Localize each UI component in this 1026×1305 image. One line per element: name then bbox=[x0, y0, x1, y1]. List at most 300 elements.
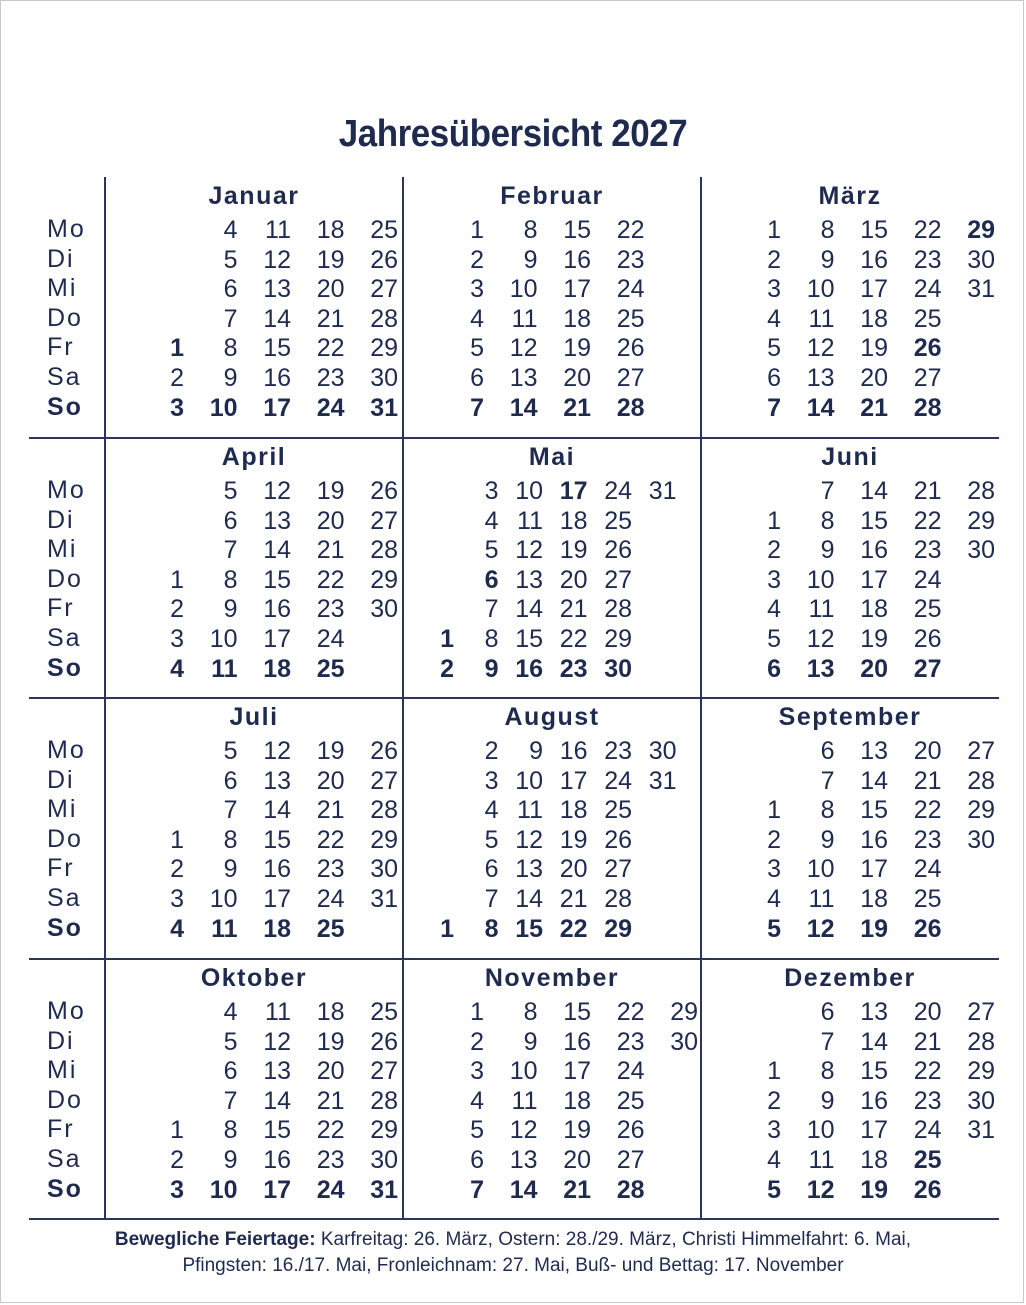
day-cell: 6 bbox=[223, 1057, 238, 1086]
weekday-label: So bbox=[47, 653, 83, 682]
day-cell: 19 bbox=[559, 825, 588, 854]
day-cell: 31 bbox=[648, 477, 677, 505]
day-cell: 6 bbox=[484, 855, 499, 884]
day-cell: 1 bbox=[170, 825, 184, 854]
day-cell: 13 bbox=[860, 998, 888, 1026]
day-cell: 17 bbox=[563, 275, 591, 304]
day-cell: 4 bbox=[767, 595, 781, 624]
day-cell: 21 bbox=[559, 595, 588, 624]
day-cell: 26 bbox=[913, 625, 942, 653]
day-cell: 27 bbox=[913, 654, 942, 683]
day-cell: 26 bbox=[913, 334, 942, 363]
day-cell: 27 bbox=[913, 364, 942, 392]
day-cell: 8 bbox=[820, 1057, 835, 1086]
day-cell: 13 bbox=[263, 1057, 291, 1086]
weekday-label: Di bbox=[47, 765, 75, 794]
day-cell: 15 bbox=[860, 1057, 888, 1086]
month-name: November bbox=[484, 964, 620, 992]
month-name: Juli bbox=[229, 703, 279, 731]
day-cell: 10 bbox=[509, 1057, 538, 1086]
day-cell: 16 bbox=[860, 536, 888, 565]
day-cell: 15 bbox=[563, 998, 591, 1026]
day-cell: 4 bbox=[170, 914, 184, 943]
day-cell: 22 bbox=[913, 506, 942, 535]
day-cell: 19 bbox=[563, 334, 591, 363]
day-cell: 7 bbox=[223, 536, 238, 565]
day-cell: 28 bbox=[967, 477, 995, 505]
day-cell: 17 bbox=[563, 1057, 591, 1086]
weekday-label: Sa bbox=[47, 363, 82, 391]
day-cell: 26 bbox=[913, 914, 942, 943]
day-cell: 11 bbox=[517, 506, 543, 535]
day-cell: 25 bbox=[913, 304, 942, 333]
day-cell: 3 bbox=[170, 1175, 184, 1204]
day-cell: 4 bbox=[470, 304, 484, 333]
day-cell: 30 bbox=[370, 364, 398, 392]
weekday-label: Mo bbox=[47, 997, 86, 1025]
day-cell: 1 bbox=[440, 914, 454, 943]
day-cell: 25 bbox=[604, 796, 632, 825]
day-cell: 2 bbox=[767, 1086, 781, 1115]
day-cell: 17 bbox=[860, 275, 888, 304]
day-cell: 10 bbox=[209, 625, 238, 653]
day-cell: 10 bbox=[209, 393, 238, 422]
day-cell: 8 bbox=[523, 998, 538, 1026]
day-cell: 18 bbox=[263, 914, 291, 943]
day-cell: 18 bbox=[860, 304, 888, 333]
day-cell: 28 bbox=[967, 766, 995, 795]
day-cell: 30 bbox=[670, 1027, 698, 1056]
day-cell: 26 bbox=[913, 1175, 942, 1204]
page-title: Jahresübersicht 2027 bbox=[338, 113, 688, 155]
day-cell: 5 bbox=[223, 477, 238, 505]
weekday-label: Fr bbox=[47, 333, 75, 362]
weekday-label: Do bbox=[47, 1085, 83, 1114]
day-cell: 15 bbox=[263, 565, 291, 594]
day-cell: 19 bbox=[316, 245, 345, 274]
day-cell: 3 bbox=[767, 275, 781, 304]
day-cell: 21 bbox=[559, 885, 588, 913]
day-cell: 27 bbox=[370, 275, 398, 304]
day-cell: 17 bbox=[263, 885, 291, 913]
day-cell: 4 bbox=[170, 654, 184, 683]
day-cell: 11 bbox=[808, 885, 835, 913]
day-cell: 16 bbox=[263, 855, 291, 884]
day-cell: 1 bbox=[767, 1057, 781, 1086]
day-cell: 12 bbox=[263, 737, 291, 765]
day-cell: 24 bbox=[913, 565, 942, 594]
day-cell: 6 bbox=[223, 766, 238, 795]
day-cell: 1 bbox=[170, 565, 184, 594]
day-cell: 22 bbox=[616, 216, 645, 244]
day-cell: 5 bbox=[223, 245, 238, 274]
day-cell: 5 bbox=[767, 625, 781, 653]
day-cell: 21 bbox=[913, 766, 942, 795]
day-cell: 7 bbox=[223, 796, 238, 825]
day-cell: 16 bbox=[860, 245, 888, 274]
day-cell: 12 bbox=[806, 334, 835, 363]
day-cell: 4 bbox=[767, 885, 781, 913]
day-cell: 8 bbox=[820, 216, 835, 244]
day-cell: 9 bbox=[223, 595, 238, 624]
day-cell: 7 bbox=[820, 477, 835, 505]
day-cell: 15 bbox=[263, 334, 291, 363]
day-cell: 4 bbox=[484, 506, 499, 535]
day-cell: 16 bbox=[563, 1027, 591, 1056]
day-cell: 15 bbox=[515, 914, 543, 943]
month-name: Juni bbox=[821, 443, 879, 471]
day-cell: 11 bbox=[511, 1086, 538, 1115]
weekday-label: Sa bbox=[47, 884, 82, 912]
day-cell: 24 bbox=[316, 885, 345, 913]
day-cell: 17 bbox=[860, 855, 888, 884]
day-cell: 3 bbox=[170, 393, 184, 422]
day-cell: 16 bbox=[515, 654, 543, 683]
weekday-label: Mi bbox=[47, 274, 78, 303]
day-cell: 27 bbox=[370, 766, 398, 795]
day-cell: 1 bbox=[170, 1116, 184, 1145]
day-cell: 20 bbox=[316, 1057, 345, 1086]
movable-holidays-line2: Pfingsten: 16./17. Mai, Fronleichnam: 27. Mai, Buß- und Bettag: 17. November bbox=[182, 1255, 844, 1276]
day-cell: 10 bbox=[209, 1175, 238, 1204]
weekday-label: Mi bbox=[47, 1056, 78, 1085]
day-cell: 21 bbox=[913, 477, 942, 505]
day-cell: 26 bbox=[604, 825, 632, 854]
day-cell: 27 bbox=[616, 1146, 645, 1174]
day-cell: 2 bbox=[170, 855, 184, 884]
day-cell: 23 bbox=[604, 737, 632, 765]
day-cell: 30 bbox=[370, 1146, 398, 1174]
weekday-label: So bbox=[47, 913, 83, 942]
weekday-label: Do bbox=[47, 303, 83, 332]
weekday-label: Mo bbox=[47, 476, 86, 504]
day-cell: 27 bbox=[967, 737, 995, 765]
day-cell: 18 bbox=[860, 1146, 888, 1174]
day-cell: 5 bbox=[223, 1027, 238, 1056]
weekday-label: Do bbox=[47, 564, 83, 593]
day-cell: 22 bbox=[316, 334, 345, 363]
day-cell: 1 bbox=[170, 334, 184, 363]
day-cell: 6 bbox=[223, 506, 238, 535]
day-cell: 21 bbox=[563, 1175, 591, 1204]
day-cell: 21 bbox=[860, 393, 888, 422]
day-cell: 29 bbox=[370, 825, 398, 854]
day-cell: 10 bbox=[515, 477, 543, 505]
weekday-label: Mo bbox=[47, 736, 86, 764]
day-cell: 14 bbox=[509, 393, 538, 422]
day-cell: 28 bbox=[913, 393, 942, 422]
day-cell: 16 bbox=[263, 595, 291, 624]
day-cell: 17 bbox=[559, 766, 588, 795]
day-cell: 7 bbox=[767, 393, 781, 422]
weekday-label: Sa bbox=[47, 624, 82, 652]
day-cell: 27 bbox=[604, 565, 632, 594]
day-cell: 10 bbox=[509, 275, 538, 304]
day-cell: 9 bbox=[523, 245, 538, 274]
day-cell: 25 bbox=[913, 885, 942, 913]
day-cell: 18 bbox=[860, 885, 888, 913]
day-cell: 9 bbox=[223, 855, 238, 884]
day-cell: 12 bbox=[263, 245, 291, 274]
day-cell: 11 bbox=[511, 304, 538, 333]
day-cell: 6 bbox=[470, 1146, 484, 1174]
day-cell: 20 bbox=[860, 654, 888, 683]
day-cell: 14 bbox=[515, 885, 543, 913]
day-cell: 14 bbox=[263, 796, 291, 825]
day-cell: 22 bbox=[559, 914, 588, 943]
day-cell: 13 bbox=[860, 737, 888, 765]
day-cell: 30 bbox=[967, 245, 995, 274]
day-cell: 17 bbox=[559, 477, 588, 505]
day-cell: 2 bbox=[767, 245, 781, 274]
day-cell: 20 bbox=[563, 1146, 591, 1174]
day-cell: 22 bbox=[616, 998, 645, 1026]
day-cell: 25 bbox=[913, 1146, 942, 1174]
day-cell: 30 bbox=[370, 855, 398, 884]
day-cell: 9 bbox=[529, 737, 543, 765]
day-cell: 29 bbox=[670, 998, 698, 1026]
day-cell: 20 bbox=[563, 364, 591, 392]
day-cell: 26 bbox=[370, 477, 398, 505]
day-cell: 7 bbox=[484, 595, 499, 624]
day-cell: 3 bbox=[470, 1057, 484, 1086]
day-cell: 14 bbox=[860, 477, 888, 505]
day-cell: 6 bbox=[484, 565, 499, 594]
day-cell: 7 bbox=[820, 1027, 835, 1056]
day-cell: 19 bbox=[563, 1116, 591, 1145]
day-cell: 9 bbox=[820, 1086, 835, 1115]
weekday-label: Di bbox=[47, 1026, 75, 1055]
day-cell: 14 bbox=[263, 304, 291, 333]
day-cell: 29 bbox=[967, 1057, 995, 1086]
day-cell: 16 bbox=[263, 1146, 291, 1174]
day-cell: 30 bbox=[370, 595, 398, 624]
day-cell: 5 bbox=[767, 1175, 781, 1204]
day-cell: 22 bbox=[913, 1057, 942, 1086]
day-cell: 6 bbox=[820, 737, 835, 765]
day-cell: 11 bbox=[265, 216, 291, 244]
day-cell: 9 bbox=[820, 536, 835, 565]
day-cell: 29 bbox=[967, 216, 995, 244]
day-cell: 14 bbox=[263, 1086, 291, 1115]
day-cell: 16 bbox=[860, 825, 888, 854]
day-cell: 5 bbox=[484, 536, 499, 565]
day-cell: 15 bbox=[860, 216, 888, 244]
day-cell: 8 bbox=[223, 1116, 238, 1145]
day-cell: 22 bbox=[316, 825, 345, 854]
day-cell: 3 bbox=[484, 766, 499, 795]
day-cell: 23 bbox=[913, 245, 942, 274]
day-cell: 24 bbox=[316, 625, 345, 653]
day-cell: 24 bbox=[604, 766, 632, 795]
day-cell: 17 bbox=[263, 1175, 291, 1204]
day-cell: 26 bbox=[370, 245, 398, 274]
day-cell: 6 bbox=[820, 998, 835, 1026]
day-cell: 30 bbox=[648, 737, 677, 765]
day-cell: 17 bbox=[263, 393, 291, 422]
day-cell: 5 bbox=[470, 1116, 484, 1145]
weekday-label: Fr bbox=[47, 1115, 75, 1144]
day-cell: 21 bbox=[316, 1086, 345, 1115]
day-cell: 31 bbox=[967, 275, 995, 304]
day-cell: 13 bbox=[509, 1146, 538, 1174]
day-cell: 25 bbox=[616, 1086, 645, 1115]
day-cell: 28 bbox=[616, 1175, 645, 1204]
day-cell: 22 bbox=[559, 625, 588, 653]
day-cell: 8 bbox=[484, 625, 499, 653]
weekday-label: Do bbox=[47, 824, 83, 853]
day-cell: 27 bbox=[967, 998, 995, 1026]
weekday-label: Sa bbox=[47, 1145, 82, 1173]
day-cell: 14 bbox=[806, 393, 835, 422]
day-cell: 11 bbox=[808, 595, 835, 624]
day-cell: 5 bbox=[223, 737, 238, 765]
day-cell: 4 bbox=[470, 1086, 484, 1115]
month-name: August bbox=[504, 703, 600, 731]
day-cell: 31 bbox=[370, 1175, 398, 1204]
day-cell: 22 bbox=[316, 1116, 345, 1145]
day-cell: 2 bbox=[767, 536, 781, 565]
day-cell: 10 bbox=[806, 275, 835, 304]
day-cell: 12 bbox=[806, 1175, 835, 1204]
day-cell: 24 bbox=[316, 393, 345, 422]
day-cell: 12 bbox=[806, 625, 835, 653]
day-cell: 1 bbox=[767, 216, 781, 244]
day-cell: 20 bbox=[913, 737, 942, 765]
day-cell: 15 bbox=[860, 796, 888, 825]
day-cell: 27 bbox=[370, 506, 398, 535]
day-cell: 26 bbox=[370, 1027, 398, 1056]
day-cell: 14 bbox=[860, 1027, 888, 1056]
day-cell: 15 bbox=[263, 1116, 291, 1145]
day-cell: 8 bbox=[223, 565, 238, 594]
day-cell: 27 bbox=[604, 855, 632, 884]
weekday-label: Fr bbox=[47, 594, 75, 623]
day-cell: 13 bbox=[263, 766, 291, 795]
day-cell: 11 bbox=[808, 1146, 835, 1174]
day-cell: 3 bbox=[170, 885, 184, 913]
day-cell: 12 bbox=[509, 1116, 538, 1145]
day-cell: 28 bbox=[616, 393, 645, 422]
day-cell: 18 bbox=[316, 216, 345, 244]
day-cell: 3 bbox=[470, 275, 484, 304]
day-cell: 30 bbox=[967, 1086, 995, 1115]
day-cell: 11 bbox=[265, 998, 291, 1026]
day-cell: 21 bbox=[316, 536, 345, 565]
month-name: Mai bbox=[528, 443, 576, 471]
day-cell: 18 bbox=[559, 506, 588, 535]
day-cell: 8 bbox=[820, 796, 835, 825]
day-cell: 2 bbox=[767, 825, 781, 854]
day-cell: 10 bbox=[806, 1116, 835, 1145]
day-cell: 28 bbox=[967, 1027, 995, 1056]
day-cell: 29 bbox=[370, 334, 398, 363]
weekday-label: Mi bbox=[47, 535, 78, 564]
day-cell: 4 bbox=[767, 304, 781, 333]
day-cell: 31 bbox=[648, 766, 677, 795]
day-cell: 1 bbox=[440, 625, 454, 653]
day-cell: 8 bbox=[523, 216, 538, 244]
day-cell: 28 bbox=[370, 536, 398, 565]
day-cell: 18 bbox=[263, 654, 291, 683]
day-cell: 23 bbox=[616, 1027, 645, 1056]
day-cell: 25 bbox=[370, 216, 398, 244]
row-divider bbox=[29, 1218, 999, 1220]
day-cell: 10 bbox=[209, 885, 238, 913]
day-cell: 26 bbox=[616, 334, 645, 363]
day-cell: 19 bbox=[860, 334, 888, 363]
day-cell: 9 bbox=[820, 825, 835, 854]
day-cell: 3 bbox=[484, 477, 499, 505]
day-cell: 9 bbox=[523, 1027, 538, 1056]
day-cell: 30 bbox=[967, 536, 995, 565]
day-cell: 20 bbox=[316, 275, 345, 304]
day-cell: 30 bbox=[967, 825, 995, 854]
day-cell: 24 bbox=[604, 477, 632, 505]
day-cell: 24 bbox=[913, 855, 942, 884]
day-cell: 19 bbox=[316, 1027, 345, 1056]
day-cell: 12 bbox=[263, 477, 291, 505]
day-cell: 27 bbox=[370, 1057, 398, 1086]
day-cell: 3 bbox=[767, 565, 781, 594]
day-cell: 23 bbox=[913, 825, 942, 854]
day-cell: 11 bbox=[211, 914, 238, 943]
day-cell: 4 bbox=[484, 796, 499, 825]
day-cell: 19 bbox=[860, 625, 888, 653]
day-cell: 29 bbox=[967, 796, 995, 825]
day-cell: 3 bbox=[170, 625, 184, 653]
day-cell: 23 bbox=[913, 536, 942, 565]
day-cell: 14 bbox=[515, 595, 543, 624]
day-cell: 6 bbox=[223, 275, 238, 304]
day-cell: 1 bbox=[767, 796, 781, 825]
month-name: September bbox=[778, 703, 922, 731]
day-cell: 15 bbox=[860, 506, 888, 535]
day-cell: 22 bbox=[316, 565, 345, 594]
day-cell: 9 bbox=[820, 245, 835, 274]
day-cell: 19 bbox=[559, 536, 588, 565]
day-cell: 18 bbox=[563, 304, 591, 333]
day-cell: 26 bbox=[370, 737, 398, 765]
weekday-label: Di bbox=[47, 244, 75, 273]
day-cell: 2 bbox=[470, 1027, 484, 1056]
day-cell: 26 bbox=[616, 1116, 645, 1145]
day-cell: 2 bbox=[170, 1146, 184, 1174]
day-cell: 19 bbox=[860, 914, 888, 943]
day-cell: 28 bbox=[370, 304, 398, 333]
day-cell: 21 bbox=[316, 796, 345, 825]
day-cell: 8 bbox=[223, 334, 238, 363]
day-cell: 2 bbox=[170, 595, 184, 624]
day-cell: 2 bbox=[484, 737, 499, 765]
day-cell: 17 bbox=[860, 1116, 888, 1145]
day-cell: 7 bbox=[470, 1175, 484, 1204]
day-cell: 9 bbox=[484, 654, 499, 683]
day-cell: 21 bbox=[316, 304, 345, 333]
movable-holidays-note bbox=[29, 1227, 997, 1279]
day-cell: 31 bbox=[370, 393, 398, 422]
day-cell: 15 bbox=[563, 216, 591, 244]
day-cell: 23 bbox=[316, 855, 345, 884]
day-cell: 9 bbox=[223, 364, 238, 392]
weekday-label: So bbox=[47, 1174, 83, 1203]
day-cell: 23 bbox=[616, 245, 645, 274]
movable-holidays-line1: Karfreitag: 26. März, Ostern: 28./29. März, Christi Himmelfahrt: 6. Mai, bbox=[315, 1229, 912, 1250]
day-cell: 27 bbox=[616, 364, 645, 392]
month-name: Dezember bbox=[784, 964, 916, 992]
day-cell: 31 bbox=[967, 1116, 995, 1145]
day-cell: 25 bbox=[913, 595, 942, 624]
